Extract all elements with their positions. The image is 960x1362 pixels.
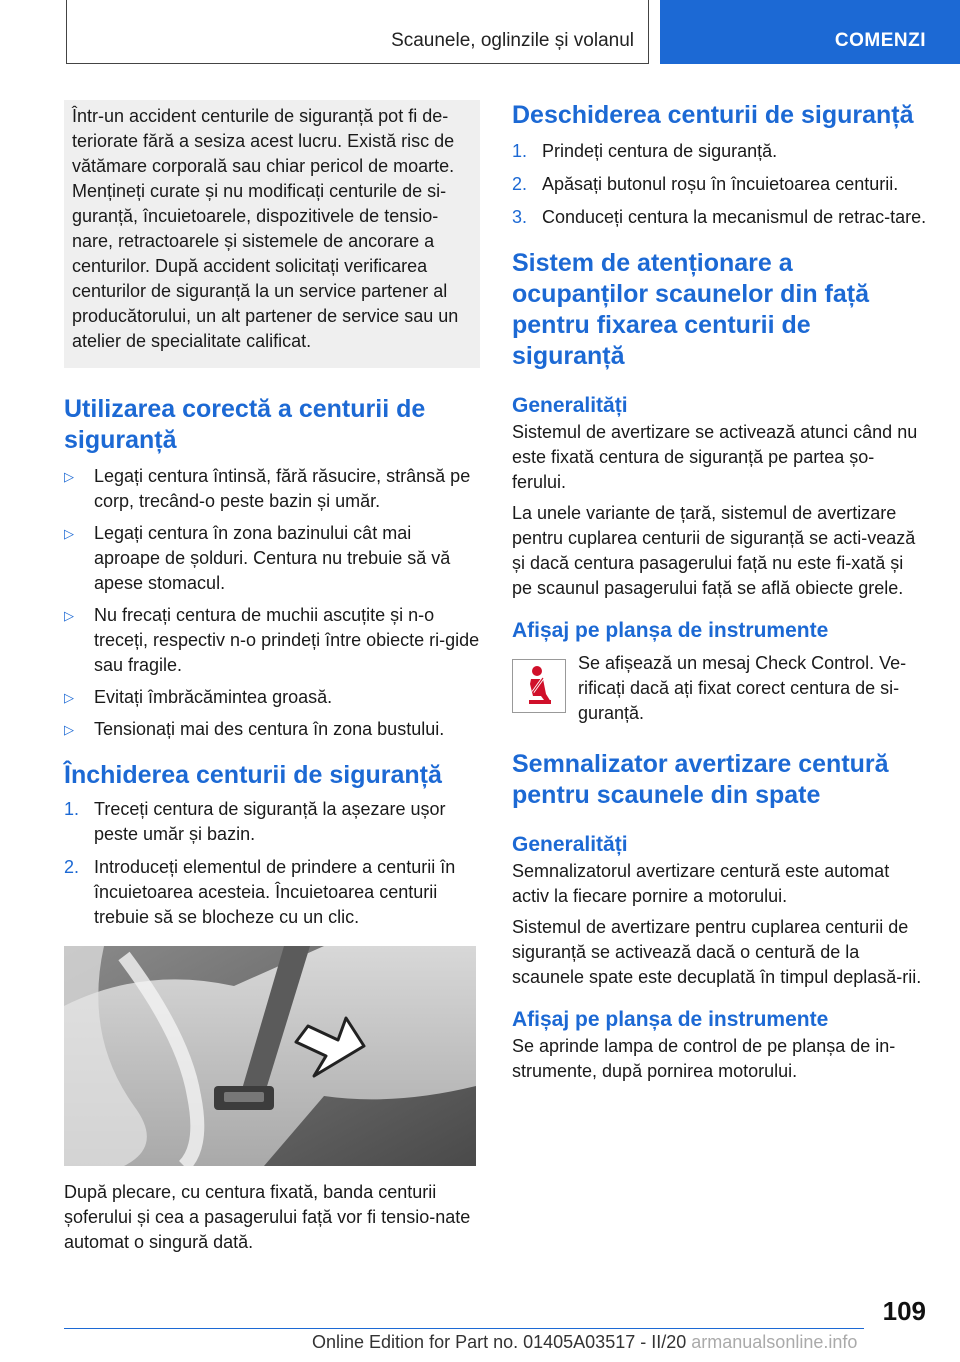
display-2-text: Se aprinde lampa de control de pe planșa de in-strumente, după pornirea motorului. bbox=[512, 1036, 896, 1081]
seatbelt-photo-illustration bbox=[64, 946, 476, 1166]
footer-brand: armanualsonline.info bbox=[691, 1332, 858, 1352]
warning-note-text: Într-un accident centurile de siguranță pot fi de-teriorate fără a sesiza acest lucru. Există risc de vătămare corporală sau chiar pericol de moarte. Mențineți curate și nu modificați centurile de si-guranță, încuietoarele, dispozitivele de tensio-nare, retractoarele și sistemele de ancorare a centurilor. După accident solicitați verificarea centurilor de siguranță la un service partener al producătorului, un alt partener de service sau un atelier de specialitate calificat. bbox=[72, 106, 459, 351]
general-2-para-b: Sistemul de avertizare pentru cuplarea centurii de siguranță se activează dacă o centură de la scaunele spate este decuplată în timpul deplasă-rii. bbox=[512, 917, 922, 987]
triangle-bullet-icon: ▷ bbox=[64, 469, 74, 484]
right-column bbox=[512, 100, 928, 1084]
page-number: 109 bbox=[882, 1296, 926, 1326]
heading-rear-reminder: Semnalizator avertizare centură pentru scaunele din spate bbox=[512, 750, 889, 809]
seatbelt-buckle-photo bbox=[64, 946, 476, 1166]
list-item: ▷ Nu frecați centura de muchii ascuțite și n-o treceți, respectiv n-o prindeți între obiecte ri-gide sau fragile. bbox=[64, 605, 480, 675]
seatbelt-warning-icon bbox=[512, 659, 566, 713]
list-item: 2. Introduceți elementul de prindere a centurii în încuietoarea acesteia. Încuietoarea centurii trebuie să se blocheze cu un clic. bbox=[64, 857, 456, 927]
triangle-bullet-icon: ▷ bbox=[64, 722, 74, 737]
check-control-text: Se afișează un mesaj Check Control. Ve-rificați dacă ați fixat corect centura de si-guranță. bbox=[578, 653, 907, 723]
list-item: 3. Conduceți centura la mecanismul de retrac-tare. bbox=[512, 207, 927, 227]
left-column bbox=[64, 100, 480, 1255]
list-item: ▷ Legați centura în zona bazinului cât mai aproape de șolduri. Centura nu trebuie să vă apese stomacul. bbox=[64, 523, 451, 593]
check-control-row bbox=[512, 651, 928, 747]
heading-correct-use: Utilizarea corectă a centurii de siguranță bbox=[64, 395, 426, 454]
heading-opening: Deschiderea centurii de siguranță bbox=[512, 101, 914, 129]
triangle-bullet-icon: ▷ bbox=[64, 526, 74, 541]
general-2-para-a: Semnalizatorul avertizare centură este automat activ la fiecare pornire a motorului. bbox=[512, 861, 890, 906]
after-departure-text: După plecare, cu centura fixată, banda centurii șoferului și cea a pasagerului față vor fi tensio-nate automat o singură dată. bbox=[64, 1182, 471, 1252]
correct-use-list bbox=[64, 464, 480, 742]
header-section-tab bbox=[660, 0, 960, 64]
section-label: COMENZI bbox=[834, 30, 926, 51]
general-1-para-a: Sistemul de avertizare se activează atunci când nu este fixată centura de siguranță pe partea șo-ferului. bbox=[512, 422, 918, 492]
heading-general-1: Generalități bbox=[512, 394, 628, 417]
list-item: 1. Prindeți centura de siguranță. bbox=[512, 141, 778, 161]
chapter-title: Scaunele, oglinzile și volanul bbox=[391, 30, 634, 51]
heading-display-2: Afișaj pe planșa de instrumente bbox=[512, 1008, 829, 1031]
triangle-bullet-icon: ▷ bbox=[64, 690, 74, 705]
heading-closing: Închiderea centurii de siguranță bbox=[64, 761, 442, 789]
list-item: ▷ Evitați îmbrăcămintea groasă. bbox=[64, 685, 480, 710]
opening-steps bbox=[512, 139, 928, 230]
heading-general-2: Generalități bbox=[512, 833, 628, 856]
warning-note bbox=[64, 100, 480, 368]
footer-rule bbox=[64, 1328, 864, 1329]
list-item: ▷ Tensionați mai des centura în zona bustului. bbox=[64, 717, 480, 742]
list-item: 2. Apăsați butonul roșu în încuietoarea centurii. bbox=[512, 174, 899, 194]
header-chapter-tab bbox=[66, 0, 649, 64]
footer-edition: Online Edition for Part no. 01405A03517 - II/20 armanualsonline.info bbox=[312, 1332, 858, 1352]
triangle-bullet-icon: ▷ bbox=[64, 608, 74, 623]
heading-front-reminder: Sistem de atenționare a ocupanților scaunelor din față pentru fixarea centurii de siguranță bbox=[512, 249, 869, 370]
list-item: ▷ Legați centura întinsă, fără răsucire, strânsă pe corp, trecând-o peste bazin și umăr. bbox=[64, 466, 471, 511]
list-item: 1. Treceți centura de siguranță la așezare ușor peste umăr și bazin. bbox=[64, 799, 446, 844]
general-1-para-b: La unele variante de țară, sistemul de avertizare pentru cuplarea centurii de siguranță se acti-vează și dacă centura pasagerului față nu este fi-xată și pe scaunul pasagerului față se află obiecte grele. bbox=[512, 503, 916, 598]
heading-display-1: Afișaj pe planșa de instrumente bbox=[512, 619, 829, 642]
closing-steps bbox=[64, 797, 480, 930]
